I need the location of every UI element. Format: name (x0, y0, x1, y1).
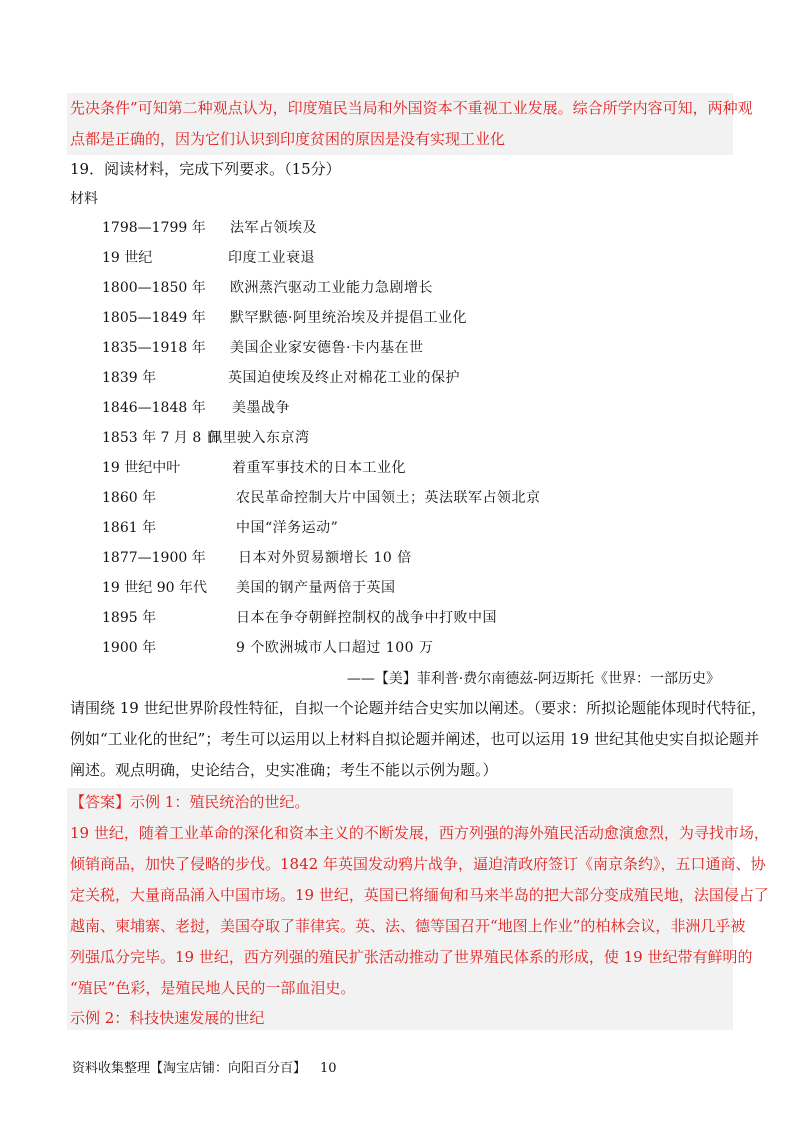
timeline-date: 1800—1850 年 (102, 280, 206, 296)
timeline-date: 1798—1799 年 (102, 220, 206, 236)
timeline-date: 1853 年 7 月 8 日 (102, 430, 220, 446)
timeline-event: 美国企业家安德鲁·卡内基在世 (230, 340, 424, 356)
timeline-event: 法军占领埃及 (230, 220, 317, 236)
timeline-date: 1846—1848 年 (102, 400, 206, 416)
timeline-date: 1805—1849 年 (102, 310, 206, 326)
timeline-event: 农民革命控制大片中国领土；英法联军占领北京 (236, 490, 541, 506)
timeline-date: 19 世纪 90 年代 (102, 580, 207, 596)
answer-body-line: 列强瓜分完毕。19 世纪，西方列强的殖民扩张活动推动了世界殖民体系的形成，使 19 世纪带有鲜明的 (70, 948, 753, 966)
answer-body-line: “殖民”色彩，是殖民地人民的一部血泪史。 (70, 979, 356, 997)
answer-heading (70, 792, 309, 812)
timeline-date: 1895 年 (102, 610, 157, 626)
timeline-date: 1839 年 (102, 370, 157, 386)
material-label: 材料 (70, 191, 98, 207)
timeline-event: 默罕默德·阿里统治埃及并提倡工业化 (230, 310, 467, 326)
previous-answer-line-1: 先决条件”可知第二种观点认为，印度殖民当局和外国资本不重视工业发展。综合所学内容可知，两种观 (70, 99, 753, 117)
footer-text: 资料收集整理【淘宝店铺：向阳百分百】 (72, 1061, 307, 1076)
timeline-event: 英国迫使埃及终止对棉花工业的保护 (228, 370, 460, 386)
answer-body-line: 定关税，大量商品涌入中国市场。19 世纪，英国已将缅甸和马来半岛的把大部分变成殖民地，法国侵占了 (70, 886, 769, 904)
previous-answer-line-2: 点都是正确的，因为它们认识到印度贫困的原因是没有实现工业化 (70, 130, 506, 148)
requirement-line-2: 例如“工业化的世纪”；考生可以运用以上材料自拟论题并阐述，也可以运用 19 世纪其他史实自拟论题并 (70, 730, 759, 748)
question-title: 19．阅读材料，完成下列要求。（15分） (70, 160, 341, 178)
timeline-date: 1835—1918 年 (102, 340, 206, 356)
timeline-date: 19 世纪 (102, 250, 153, 266)
page-footer (72, 1060, 337, 1078)
example-1-title: 示例 1：殖民统治的世纪。 (130, 793, 310, 811)
timeline-event: 美国的钢产量两倍于英国 (236, 580, 396, 596)
timeline-date: 1877—1900 年 (102, 550, 206, 566)
timeline-event: 日本在争夺朝鲜控制权的战争中打败中国 (236, 610, 497, 626)
timeline-date: 1861 年 (102, 520, 157, 536)
timeline-event: 日本对外贸易额增长 10 倍 (238, 550, 412, 566)
page-number: 10 (320, 1061, 337, 1076)
timeline-date: 19 世纪中叶 (102, 460, 181, 476)
requirement-line-3: 阐述。观点明确，史论结合，史实准确；考生不能以示例为题。） (70, 761, 498, 779)
timeline-date: 1900 年 (102, 640, 157, 656)
answer-tag: 【答案】 (70, 793, 131, 811)
answer-body-line: 19 世纪，随着工业革命的深化和资本主义的不断发展，西方列强的海外殖民活动愈演愈烈，为寻找市场， (70, 824, 769, 842)
source-attribution: ——【美】菲利普·费尔南德兹-阿迈斯托《世界：一部历史》 (346, 671, 720, 687)
timeline-event: 欧洲蒸汽驱动工业能力急剧增长 (230, 280, 433, 296)
timeline-event: 9 个欧洲城市人口超过 100 万 (236, 640, 434, 656)
timeline-event: 美墨战争 (232, 400, 290, 416)
requirement-line-1: 请围绕 19 世纪世界阶段性特征，自拟一个论题并结合史实加以阐述。（要求：所拟论题能体现时代特征， (70, 699, 767, 717)
timeline-event: 佩里驶入东京湾 (208, 430, 310, 446)
timeline-event: 中国“洋务运动” (236, 520, 339, 536)
timeline-event: 印度工业衰退 (228, 250, 315, 266)
example-2-title: 示例 2：科技快速发展的世纪 (70, 1009, 265, 1027)
answer-body-line: 越南、柬埔寨、老挝，美国夺取了菲律宾。英、法、德等国召开“地图上作业”的柏林会议，非洲几乎被 (70, 917, 746, 935)
answer-body-line: 倾销商品，加快了侵略的步伐。1842 年英国发动鸦片战争，逼迫清政府签订《南京条约》，五口通商、协 (70, 855, 766, 873)
timeline-event: 着重军事技术的日本工业化 (232, 460, 406, 476)
timeline-date: 1860 年 (102, 490, 157, 506)
